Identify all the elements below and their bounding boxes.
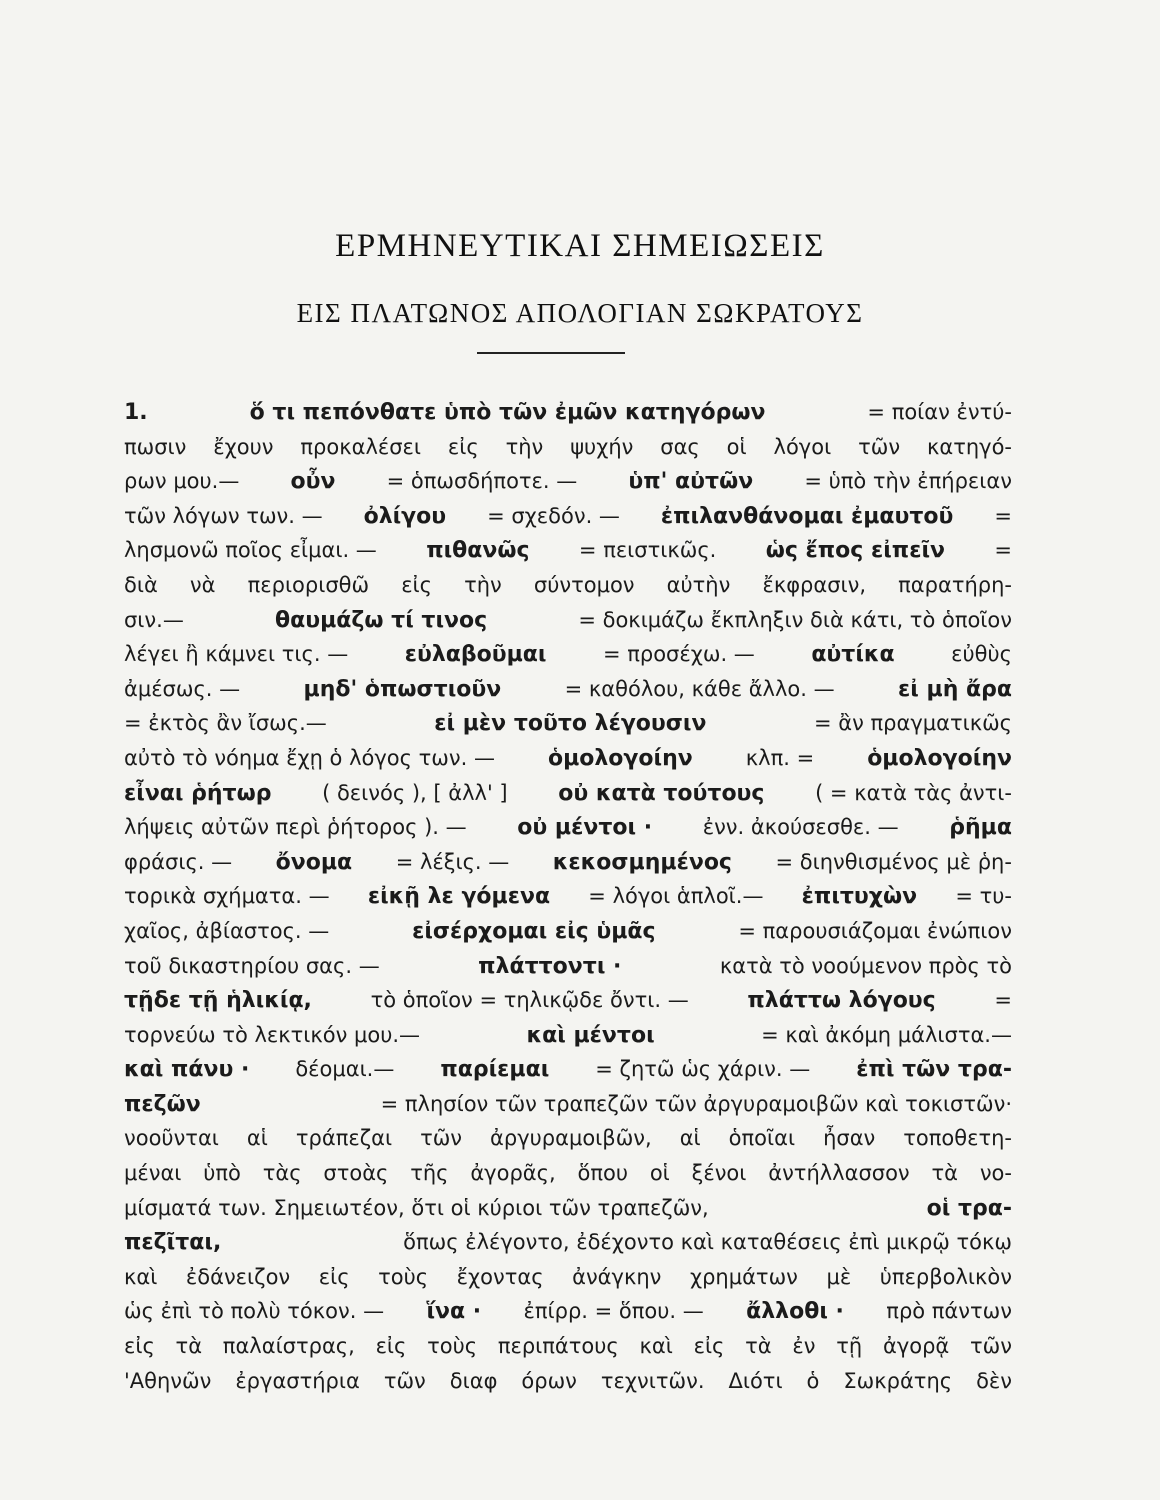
gloss-text: = ζητῶ ὡς χάριν. — bbox=[595, 1057, 811, 1082]
lemma-term: πεζῖται, bbox=[124, 1230, 222, 1256]
text-line bbox=[124, 1018, 1012, 1053]
gloss-text: = τυ- bbox=[955, 884, 1012, 909]
gloss-text: αὐτὸ τὸ νόημα ἔχῃ ὁ λόγος των. — bbox=[124, 745, 495, 770]
text-line bbox=[124, 533, 1012, 568]
page-subtitle: ΕΙΣ ΠΛΑΤΩΝΟΣ ΑΠΟΛΟΓΙΑΝ ΣΩΚΡΑΤΟΥΣ bbox=[296, 298, 864, 328]
gloss-text: ὅπως ἐλέγοντο, ἐδέχοντο καὶ καταθέσεις ἐπὶ μικρῷ τόκῳ bbox=[403, 1230, 1012, 1255]
text-line bbox=[124, 1156, 1012, 1191]
text-line bbox=[124, 810, 1012, 845]
text-line bbox=[124, 1260, 1012, 1295]
gloss-text: λήψεις αὐτῶν περὶ ῥήτορος ). — bbox=[124, 815, 467, 840]
lemma-term: κεκοσμημένος bbox=[552, 849, 732, 875]
text-line bbox=[124, 1329, 1012, 1364]
gloss-text: διὰ νὰ περιορισθῶ εἰς τὴν σύντομον αὐτὴν ἔκφρασιν, παρατήρη- bbox=[124, 572, 1012, 597]
text-line bbox=[124, 706, 1012, 741]
gloss-text: νοοῦνται αἱ τράπεζαι τῶν ἀργυραμοιβῶν, αἱ ὁποῖαι ἦσαν τοποθετη- bbox=[124, 1126, 1012, 1151]
text-line bbox=[124, 1121, 1012, 1156]
gloss-text: δέομαι.— bbox=[295, 1057, 395, 1082]
text-line bbox=[124, 879, 1012, 914]
lemma-term: τῇδε τῇ ἡλικίᾳ, bbox=[124, 988, 312, 1014]
gloss-text: πρὸ πάντων bbox=[886, 1299, 1012, 1324]
title-divider bbox=[477, 352, 625, 354]
text-line bbox=[124, 672, 1012, 707]
text-line bbox=[124, 1225, 1012, 1260]
text-line bbox=[124, 499, 1012, 534]
gloss-text: εὐθὺς bbox=[951, 642, 1012, 667]
gloss-text: = ποίαν ἐντύ- bbox=[867, 400, 1012, 424]
lemma-term: καὶ μέντοι bbox=[526, 1022, 655, 1048]
lemma-term: οὐ μέντοι · bbox=[517, 815, 653, 841]
gloss-text: = ἐκτὸς ἂν ἴσως.— bbox=[124, 711, 327, 736]
gloss-text: ( = κατὰ τὰς ἀντι- bbox=[815, 780, 1012, 805]
page-title: ΕΡΜΗΝΕΥΤΙΚΑΙ ΣΗΜΕΙΩΣΕΙΣ bbox=[335, 228, 825, 264]
lemma-term: ἐπιλανθάνομαι ἐμαυτοῦ bbox=[660, 503, 954, 529]
gloss-text: = bbox=[994, 503, 1012, 528]
gloss-text: ρων μου.— bbox=[124, 469, 240, 494]
gloss-text: κλπ. = bbox=[745, 745, 815, 770]
lemma-term: ὀλίγου bbox=[363, 503, 447, 529]
gloss-text: ἀμέσως. — bbox=[124, 676, 241, 701]
gloss-text: μέναι ὑπὸ τὰς στοὰς τῆς ἀγορᾶς, ὅπου οἱ ξένοι ἀντήλλασσον τὰ νο- bbox=[124, 1161, 1012, 1186]
gloss-text: = ὁπωσδήποτε. — bbox=[386, 469, 578, 494]
gloss-text: εἰς τὰ παλαίστρας, εἰς τοὺς περιπάτους καὶ εἰς τὰ ἐν τῇ ἀγορᾷ τῶν bbox=[124, 1334, 1012, 1359]
lemma-term: ὅ τι πεπόνθατε ὑπὸ τῶν ἐμῶν κατηγόρων bbox=[249, 400, 766, 425]
gloss-text: = καὶ ἀκόμη μάλιστα.— bbox=[761, 1022, 1012, 1047]
gloss-text: = καθόλου, κάθε ἄλλο. — bbox=[564, 676, 835, 701]
lemma-term: θαυμάζω τί τινος bbox=[274, 607, 488, 633]
gloss-text: = λέξις. — bbox=[395, 849, 510, 874]
text-line bbox=[124, 1191, 1012, 1226]
text-line bbox=[124, 845, 1012, 880]
gloss-text: = διηνθισμένος μὲ ῥη- bbox=[775, 849, 1012, 874]
gloss-text: = πειστικῶς. bbox=[578, 538, 717, 563]
commentary-text bbox=[124, 395, 1012, 1398]
text-line bbox=[124, 1364, 1012, 1399]
gloss-text: πωσιν ἔχουν προκαλέσει εἰς τὴν ψυχήν σας οἱ λόγοι τῶν κατηγό- bbox=[124, 434, 1012, 459]
gloss-text: χαῖος, ἀβίαστος. — bbox=[124, 918, 330, 943]
gloss-text: καὶ ἐδάνειζον εἰς τοὺς ἔχοντας ἀνάγκην χρημάτων μὲ ὑπερβολικὸν bbox=[124, 1264, 1012, 1289]
gloss-text: = δοκιμάζω ἔκπληξιν διὰ κάτι, τὸ ὁποῖον bbox=[578, 607, 1012, 632]
lemma-term: εἶναι ῥήτωρ bbox=[124, 780, 272, 806]
gloss-text: ἐνν. ἀκούσεσθε. — bbox=[702, 815, 899, 840]
lemma-term: ὑπ' αὐτῶν bbox=[628, 469, 754, 495]
gloss-text: = λόγοι ἁπλοῖ.— bbox=[588, 884, 764, 909]
text-line bbox=[124, 1294, 1012, 1329]
gloss-text: μίσματά των. Σημειωτέον, ὅτι οἱ κύριοι τῶν τραπεζῶν, bbox=[124, 1195, 709, 1220]
lemma-term: 1. bbox=[124, 400, 148, 425]
lemma-term: ῥῆμα bbox=[949, 815, 1012, 841]
gloss-text: φράσις. — bbox=[124, 849, 233, 874]
lemma-term: παρίεμαι bbox=[440, 1057, 550, 1083]
text-line bbox=[124, 983, 1012, 1018]
gloss-text: ( δεινός ), [ ἀλλ' ] bbox=[322, 780, 508, 805]
lemma-term: ἐπιτυχὼν bbox=[801, 884, 918, 910]
gloss-text: σιν.— bbox=[124, 607, 184, 632]
text-line bbox=[124, 603, 1012, 638]
gloss-text: = bbox=[994, 988, 1012, 1013]
lemma-term: ἐπὶ τῶν τρα- bbox=[856, 1057, 1012, 1083]
gloss-text: = bbox=[994, 538, 1012, 563]
lemma-term: πλάττω λόγους bbox=[747, 988, 936, 1014]
text-line bbox=[124, 949, 1012, 984]
text-line bbox=[124, 741, 1012, 776]
lemma-term: οὖν bbox=[290, 469, 336, 495]
text-line bbox=[124, 1052, 1012, 1087]
text-line bbox=[124, 395, 1012, 430]
lemma-term: ὄνομα bbox=[275, 849, 353, 875]
gloss-text: = ὑπὸ τὴν ἐπήρειαν bbox=[804, 469, 1012, 494]
lemma-term: ἄλλοθι · bbox=[746, 1299, 844, 1325]
gloss-text: = ἂν πραγματικῶς bbox=[813, 711, 1012, 736]
text-line bbox=[124, 430, 1012, 465]
lemma-term: εἰ μὲν τοῦτο λέγουσιν bbox=[434, 711, 707, 737]
text-line bbox=[124, 1087, 1012, 1122]
text-line bbox=[124, 568, 1012, 603]
gloss-text: κατὰ τὸ νοούμενον πρὸς τὸ bbox=[719, 953, 1012, 978]
lemma-term: ὁμολογοίην bbox=[547, 745, 693, 771]
lemma-term: οὐ κατὰ τούτους bbox=[558, 780, 765, 806]
lemma-term: πλάττοντι · bbox=[478, 953, 622, 979]
lemma-term: πεζῶν bbox=[124, 1091, 201, 1117]
gloss-text: ἐπίρρ. = ὅπου. — bbox=[523, 1299, 704, 1324]
gloss-text: 'Αθηνῶν ἐργαστήρια τῶν διαφ όρων τεχνιτῶν. Διότι ὁ Σωκράτης δὲν bbox=[124, 1368, 1012, 1393]
gloss-text: τορικὰ σχήματα. — bbox=[124, 884, 330, 909]
lemma-term: εἰκῇ λε γόμενα bbox=[367, 884, 551, 910]
lemma-term: καὶ πάνυ · bbox=[124, 1057, 250, 1083]
gloss-text: = πλησίον τῶν τραπεζῶν τῶν ἀργυραμοιβῶν καὶ τοκιστῶν· bbox=[380, 1091, 1012, 1116]
lemma-term: οἱ τρα- bbox=[926, 1195, 1012, 1221]
text-line bbox=[124, 914, 1012, 949]
text-line bbox=[124, 776, 1012, 811]
lemma-term: ὁμολογοίην bbox=[867, 745, 1012, 771]
gloss-text: = προσέχω. — bbox=[602, 642, 755, 667]
lemma-term: ὡς ἔπος εἰπεῖν bbox=[765, 538, 946, 564]
lemma-term: μηδ' ὁπωστιοῦν bbox=[303, 676, 502, 702]
text-line bbox=[124, 464, 1012, 499]
lemma-term: εἰσέρχομαι εἰς ὑμᾶς bbox=[412, 918, 656, 944]
lemma-term: εἰ μὴ ἄρα bbox=[898, 676, 1012, 702]
gloss-text: τὸ ὁποῖον = τηλικῷδε ὄντι. — bbox=[370, 988, 689, 1013]
gloss-text: τοῦ δικαστηρίου σας. — bbox=[124, 953, 380, 978]
gloss-text: ὡς ἐπὶ τὸ πολὺ τόκον. — bbox=[124, 1299, 385, 1324]
gloss-text: = παρουσιάζομαι ἐνώπιον bbox=[738, 918, 1012, 943]
lemma-term: εὐλαβοῦμαι bbox=[404, 642, 547, 668]
gloss-text: λησμονῶ ποῖος εἶμαι. — bbox=[124, 538, 377, 563]
lemma-term: πιθανῶς bbox=[426, 538, 530, 564]
lemma-term: ἵνα · bbox=[426, 1299, 482, 1325]
gloss-text: τορνεύω τὸ λεκτικόν μου.— bbox=[124, 1022, 421, 1047]
gloss-text: = σχεδόν. — bbox=[487, 503, 620, 528]
gloss-text: λέγει ἢ κάμνει τις. — bbox=[124, 642, 349, 667]
text-line bbox=[124, 637, 1012, 672]
lemma-term: αὐτίκα bbox=[811, 642, 895, 668]
gloss-text: τῶν λόγων των. — bbox=[124, 503, 323, 528]
